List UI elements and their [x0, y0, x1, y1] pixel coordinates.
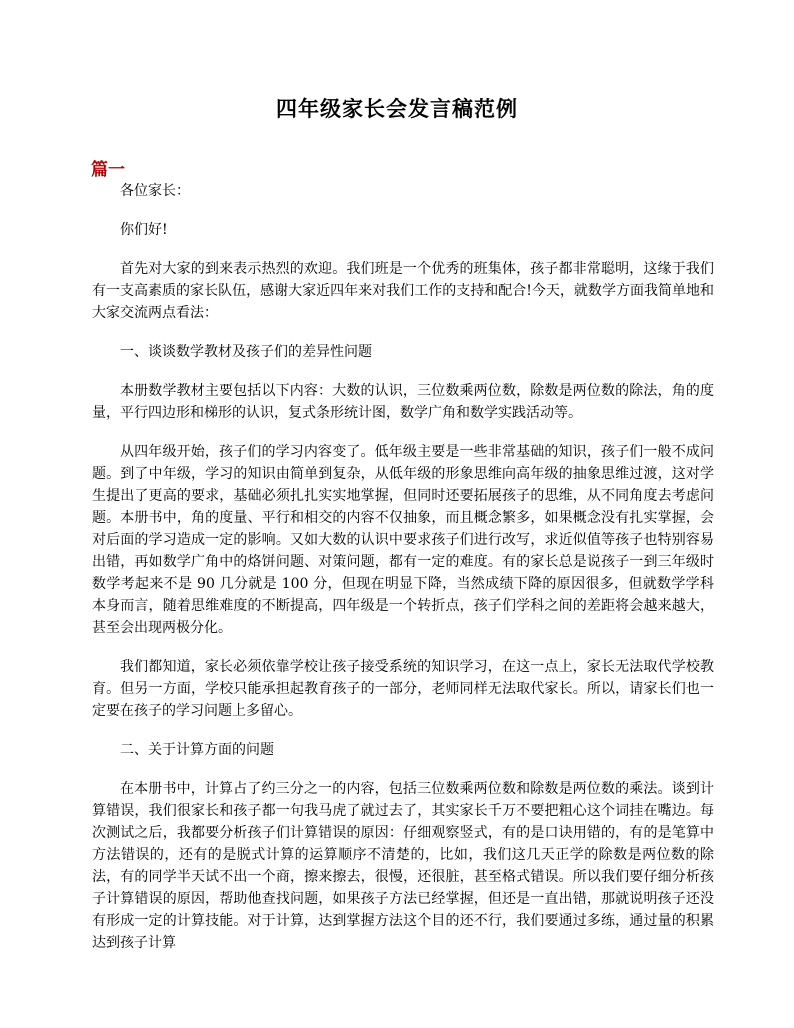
paragraph-textbook-content: 本册数学教材主要包括以下内容：大数的认识，三位数乘两位数，除数是两位数的除法，角的度量，平行四边形和梯形的认识，复式条形统计图，数学广角和数学实践活动等。 — [92, 383, 714, 421]
document-title: 四年级家长会发言稿范例 — [276, 96, 518, 121]
paragraph-family-role: 我们都知道，家长必须依靠学校让孩子接受系统的知识学习，在这一点上，家长无法取代学校教育。但另一方面，学校只能承担起教育孩子的一部分，老师同样无法取代家长。所以，请家长们也一定要在孩子的学习问题上多留心。 — [92, 659, 714, 719]
salutation: 各位家长： — [120, 183, 190, 199]
subheading-calculation: 二、关于计算方面的问题 — [120, 742, 274, 758]
greeting: 你们好! — [120, 222, 168, 238]
section-label: 篇一 — [91, 160, 125, 180]
paragraph-intro: 首先对大家的到来表示热烈的欢迎。我们班是一个优秀的班集体，孩子都非常聪明，这缘于我们有一支高素质的家长队伍，感谢大家近四年来对我们工作的支持和配合!今天，就数学方面我简单地和大家交流两点看法： — [92, 261, 714, 321]
subheading-textbook-differences: 一、谈谈数学教材及孩子们的差异性问题 — [120, 344, 372, 360]
paragraph-grade-four-change: 从四年级开始，孩子们的学习内容变了。低年级主要是一些非常基础的知识，孩子们一般不成问题。到了中年级，学习的知识由简单到复杂，从低年级的形象思维向高年级的抽象思维过渡，这对学生提出了更高的要求，基础必须扎扎实实地掌握，但同时还要拓展孩子的思维，从不同角度去考虑问题。本册书中，角的度量、平行和相交的内容不仅抽象，而且概念繁多，如果概念没有扎实掌握，会对后面的学习造成一定的影响。又如大数的认识中要求孩子们进行改写，求近似值等孩子也特别容易出错，再如数学广角中的烙饼问题、对策问题，都有一定的难度。有的家长总是说孩子一到三年级时数学考起来不是 90 几分就是 100 分，但现在明显下降，当然成绩下降的原因很多，但就数学学科本身而言，随着思维难度的不断提高，四年级是一个转折点，孩子们学科之间的差距将会越来越大，甚至会出现两极分化。 — [92, 444, 714, 636]
paragraph-calculation-errors: 在本册书中，计算占了约三分之一的内容，包括三位数乘两位数和除数是两位数的乘法。谈到计算错误，我们很家长和孩子都一句我马虎了就过去了，其实家长千万不要把粗心这个词挂在嘴边。每次测试之后，我都要分析孩子们计算错误的原因：仔细观察竖式，有的是口诀用错的，有的是笔算中方法错误的，还有的是脱式计算的运算顺序不清楚的，比如，我们这几天正学的除数是两位数的除法，有的同学半天试不出一个商，擦来擦去，很慢，还很脏，甚至格式错误。所以我们要仔细分析孩子计算错误的原因，帮助他查找问题，如果孩子方法已经掌握，但还是一直出错，那就说明孩子还没有形成一定的计算技能。对于计算，达到掌握方法这个目的还不行，我们要通过多练，通过量的积累达到孩子计算 — [92, 781, 714, 951]
document-body — [92, 180, 714, 954]
